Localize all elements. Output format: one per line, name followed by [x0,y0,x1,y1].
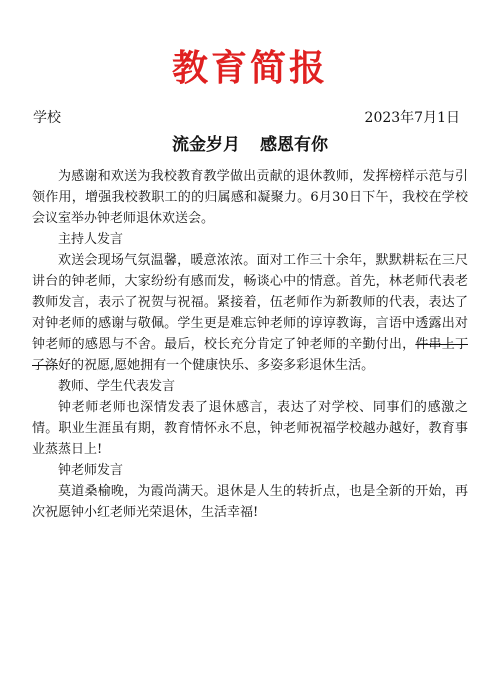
headline-part-2: 感恩有你 [260,135,328,155]
section-1-paragraph [32,250,468,376]
article-headline [0,133,500,157]
section-1-title: 主持人发言 [58,232,124,247]
section-3-title: 钟老师发言 [58,463,124,478]
section-1-text-a: 欢送会现场气氛温馨，暖意浓浓。面对工作三十余年，默默耕耘在三尺讲台的钟老师，大家纷纷有感而发，畅谈心中的情意。首先，林老师代表老教师发言，表示了祝贺与祝福。紧接着，伍老师作为新教师的代表，表达了对钟老师的感谢与敬佩。学生更是难忘钟老师的谆谆教诲，言语中透露出对钟老师的感恩与不舍。最后，校长充分肯定了钟老师的辛勤付出， [32,253,468,352]
section-2-title: 教师、学生代表发言 [58,379,176,394]
section-1-struck-text: 件串上丁了涤 [32,337,468,373]
intro-paragraph: 为感谢和欢送为我校教育教学做出贡献的退休教师，发挥榜样示范与引领作用，增强我校教职工的的归属感和凝聚力。6月30日下午，我校在学校会议室举办钟老师退休欢送会。 [32,169,468,226]
section-3-paragraph: 莫道桑榆晚，为霞尚满天。退休是人生的转折点，也是全新的开始，再次祝愿钟小红老师光荣退休，生活幸福! [32,484,468,520]
article-body [32,166,468,523]
issue-date: 2023年7月1日 [364,110,460,126]
organization-label: 学校 [33,110,61,126]
headline-part-1: 流金岁月 [172,135,240,155]
section-1-text-b: 好的祝愿,愿她拥有一个健康快乐、多姿多彩退休生活。 [58,358,375,373]
section-2-paragraph: 钟老师老师也深情发表了退休感言，表达了对学校、同事们的感激之情。职业生涯虽有期，教育情怀永不息，钟老师祝福学校越办越好，教育事业蒸蒸日上! [32,400,468,457]
masthead-title: 教育简报 [171,47,328,89]
